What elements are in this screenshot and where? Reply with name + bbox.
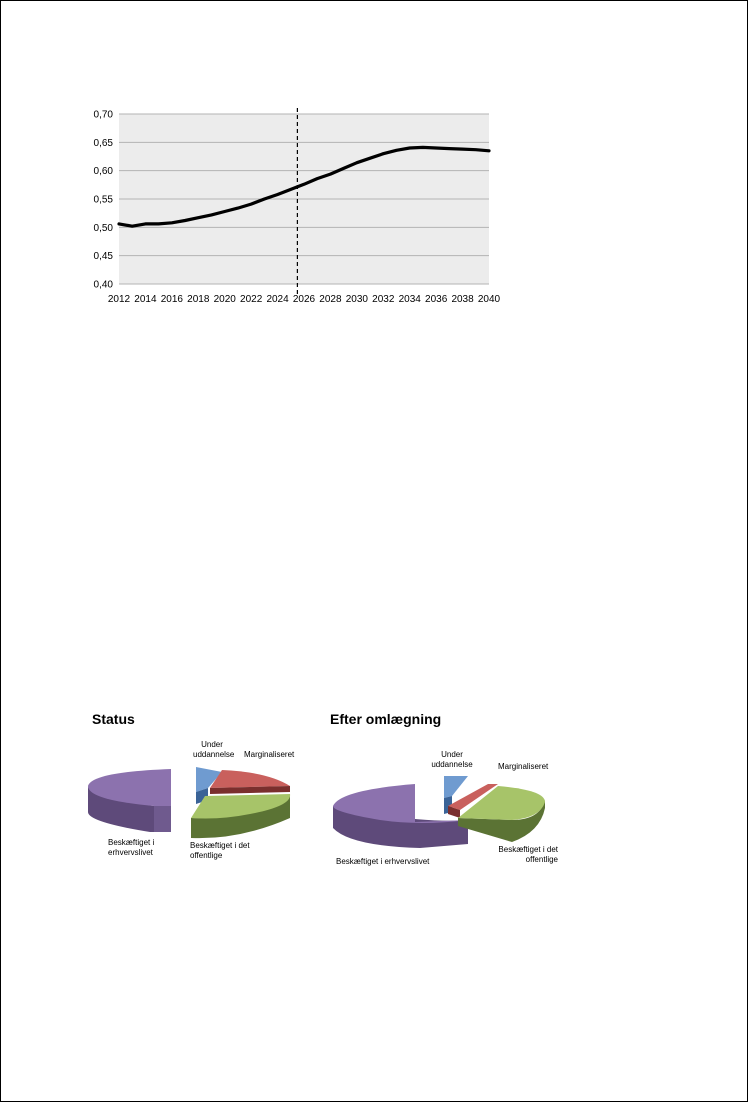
- x-tick-label: 2014: [134, 294, 157, 305]
- x-tick-label: 2040: [477, 294, 501, 305]
- y-tick-label: 0,45: [93, 251, 113, 263]
- status-label-offentlige-2: offentlige: [190, 851, 223, 860]
- x-tick-label: 2020: [213, 294, 236, 305]
- x-tick-label: 2022: [240, 294, 263, 305]
- x-tick-label: 2038: [451, 294, 474, 305]
- efter-label-marginaliseret: Marginaliseret: [498, 762, 549, 771]
- y-tick-label: 0,55: [93, 194, 113, 206]
- status-label-erhvervslivet: [108, 838, 154, 858]
- y-tick-label: 0,50: [93, 222, 113, 234]
- efter-label-offentlige-1: Beskæftiget i det: [498, 845, 558, 854]
- status-pie-title: Status: [92, 711, 135, 727]
- x-tick-label: 2024: [266, 294, 289, 305]
- efter-pie-title: Efter omlægning: [330, 711, 442, 727]
- status-label-erhvervslivet-2: erhvervslivet: [108, 848, 153, 857]
- x-tick-label: 2026: [292, 294, 316, 305]
- status-label-uddannelse: [193, 740, 235, 760]
- status-label-marginaliseret: Marginaliseret: [244, 750, 295, 759]
- y-tick-label: 0,40: [93, 279, 113, 291]
- x-tick-label: 2018: [187, 294, 210, 305]
- x-tick-label: 2036: [425, 294, 448, 305]
- status-label-offentlige-1: Beskæftiget i det: [190, 841, 250, 850]
- efter-label-offentlige-2: offentlige: [525, 855, 558, 864]
- line-chart: [0, 0, 748, 330]
- status-label-uddannelse-2: uddannelse: [193, 750, 235, 759]
- x-tick-label: 2034: [398, 294, 421, 305]
- x-tick-label: 2030: [345, 294, 368, 305]
- x-tick-label: 2016: [160, 294, 183, 305]
- efter-label-offentlige: [488, 845, 558, 865]
- status-label-erhvervslivet-1: Beskæftiget i: [108, 838, 155, 847]
- efter-label-erhvervslivet: Beskæftiget i erhvervslivet: [336, 857, 430, 866]
- y-tick-label: 0,65: [93, 137, 113, 149]
- status-label-uddannelse-1: Under: [201, 740, 223, 749]
- y-tick-labels: [94, 110, 114, 291]
- y-tick-label: 0,70: [93, 109, 113, 121]
- efter-label-uddannelse: [430, 750, 474, 770]
- status-label-offentlige: [190, 841, 250, 861]
- x-tick-label: 2028: [319, 294, 342, 305]
- x-tick-label: 2032: [372, 294, 395, 305]
- x-tick-labels: [108, 294, 501, 305]
- efter-label-uddannelse-1: Under: [441, 750, 463, 759]
- efter-label-uddannelse-2: uddannelse: [431, 760, 473, 769]
- x-tick-label: 2012: [107, 294, 131, 305]
- y-tick-label: 0,60: [93, 166, 113, 178]
